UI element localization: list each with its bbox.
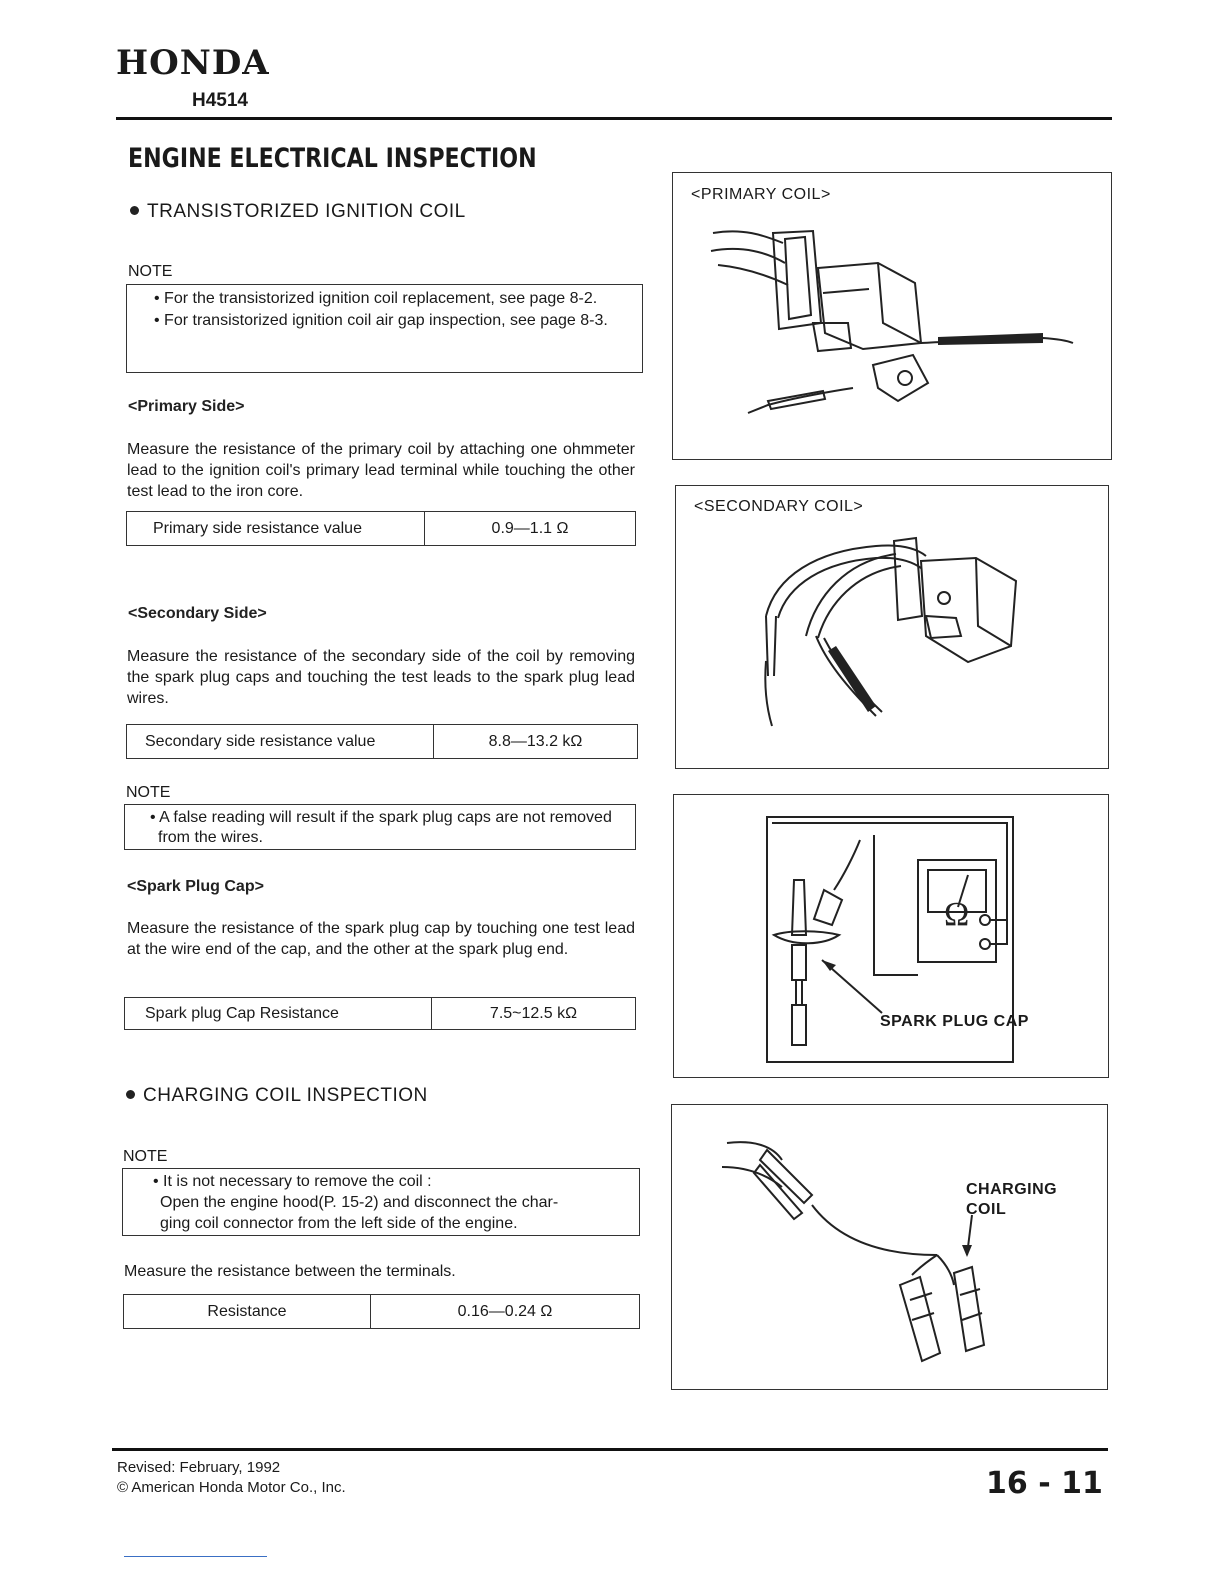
spec-label: Resistance bbox=[124, 1295, 371, 1328]
page-number: 16 - 11 bbox=[986, 1466, 1103, 1501]
figure-label: <SECONDARY COIL> bbox=[694, 498, 864, 515]
revised-date: Revised: February, 1992 bbox=[117, 1459, 281, 1476]
note-item: • It is not necessary to remove the coil : bbox=[153, 1173, 432, 1190]
note-item: Open the engine hood(P. 15-2) and disconnect the char- bbox=[160, 1194, 559, 1211]
ignition-note-box bbox=[126, 284, 643, 373]
bullet-icon bbox=[126, 1090, 135, 1099]
charging-heading bbox=[126, 1085, 428, 1107]
spark-plug-cap-text: Measure the resistance of the spark plug cap by touching one test lead at the wire end of the cap, and the other at the spark plug end. bbox=[127, 920, 635, 958]
secondary-side-title: <Secondary Side> bbox=[128, 605, 267, 622]
secondary-note-box bbox=[124, 804, 636, 850]
charging-coil-figure bbox=[671, 1104, 1108, 1390]
bullet-icon bbox=[130, 206, 139, 215]
note-label: NOTE bbox=[123, 1148, 168, 1165]
secondary-coil-illustration bbox=[676, 486, 1110, 770]
secondary-spec-table bbox=[126, 724, 638, 759]
primary-spec-table bbox=[126, 511, 636, 546]
charging-spec-table bbox=[123, 1294, 640, 1329]
note-label: NOTE bbox=[128, 263, 173, 280]
brand-logo: HONDA bbox=[116, 43, 270, 83]
spec-label: Secondary side resistance value bbox=[127, 725, 434, 758]
charging-text: Measure the resistance between the terminals. bbox=[124, 1263, 456, 1280]
charging-coil-label bbox=[966, 1180, 1057, 1220]
spec-value: 8.8—13.2 kΩ bbox=[488, 732, 583, 750]
primary-coil-figure bbox=[672, 172, 1112, 460]
copyright: © American Honda Motor Co., Inc. bbox=[117, 1479, 346, 1496]
secondary-coil-figure bbox=[675, 485, 1109, 769]
charging-note-box bbox=[122, 1168, 640, 1236]
figure-label: <PRIMARY COIL> bbox=[691, 186, 831, 203]
footer-rule bbox=[112, 1448, 1108, 1451]
ohm-symbol: Ω bbox=[944, 896, 970, 933]
spark-plug-cap-figure bbox=[673, 794, 1109, 1078]
charging-coil-label-line: COIL bbox=[966, 1201, 1007, 1218]
cap-spec-table bbox=[124, 997, 636, 1030]
charging-coil-label-line: CHARGING bbox=[966, 1181, 1058, 1198]
footer-text bbox=[117, 1458, 346, 1498]
note-item: ging coil connector from the left side of the engine. bbox=[160, 1215, 518, 1232]
spec-label: Spark plug Cap Resistance bbox=[125, 998, 432, 1029]
primary-coil-illustration bbox=[673, 173, 1113, 461]
spark-plug-cap-illustration bbox=[674, 795, 1110, 1079]
spec-value: 7.5~12.5 kΩ bbox=[489, 1004, 578, 1022]
note-label: NOTE bbox=[126, 784, 171, 801]
note-item: • A false reading will result if the spark plug caps are not removed from the wires. bbox=[150, 809, 612, 846]
spec-value: 0.9—1.1 Ω bbox=[491, 519, 569, 537]
spec-label: Primary side resistance value bbox=[127, 512, 425, 545]
primary-side-text: Measure the resistance of the primary coil by attaching one ohmmeter lead to the ignition coil's primary lead terminal while touching the other test lead to the iron core. bbox=[127, 441, 635, 500]
header-rule bbox=[116, 117, 1112, 120]
spark-plug-cap-label: SPARK PLUG CAP bbox=[880, 1013, 1029, 1030]
ignition-heading bbox=[130, 201, 466, 223]
note-item: • For the transistorized ignition coil replacement, see page 8-2. bbox=[154, 290, 598, 307]
link-underline bbox=[124, 1556, 267, 1557]
charging-coil-illustration bbox=[672, 1105, 1109, 1391]
primary-side-title: <Primary Side> bbox=[128, 398, 245, 415]
spark-plug-cap-title: <Spark Plug Cap> bbox=[127, 878, 264, 895]
page-title: ENGINE ELECTRICAL INSPECTION bbox=[128, 143, 537, 174]
model-number: H4514 bbox=[192, 90, 248, 111]
note-item: • For transistorized ignition coil air gap inspection, see page 8-3. bbox=[154, 312, 608, 329]
secondary-side-text: Measure the resistance of the secondary side of the coil by removing the spark plug caps and touching the test leads to the spark plug lead wires. bbox=[127, 648, 635, 707]
spec-value: 0.16—0.24 Ω bbox=[457, 1302, 553, 1320]
charging-heading-text: CHARGING COIL INSPECTION bbox=[143, 1085, 428, 1106]
ignition-heading-text: TRANSISTORIZED IGNITION COIL bbox=[147, 201, 466, 222]
